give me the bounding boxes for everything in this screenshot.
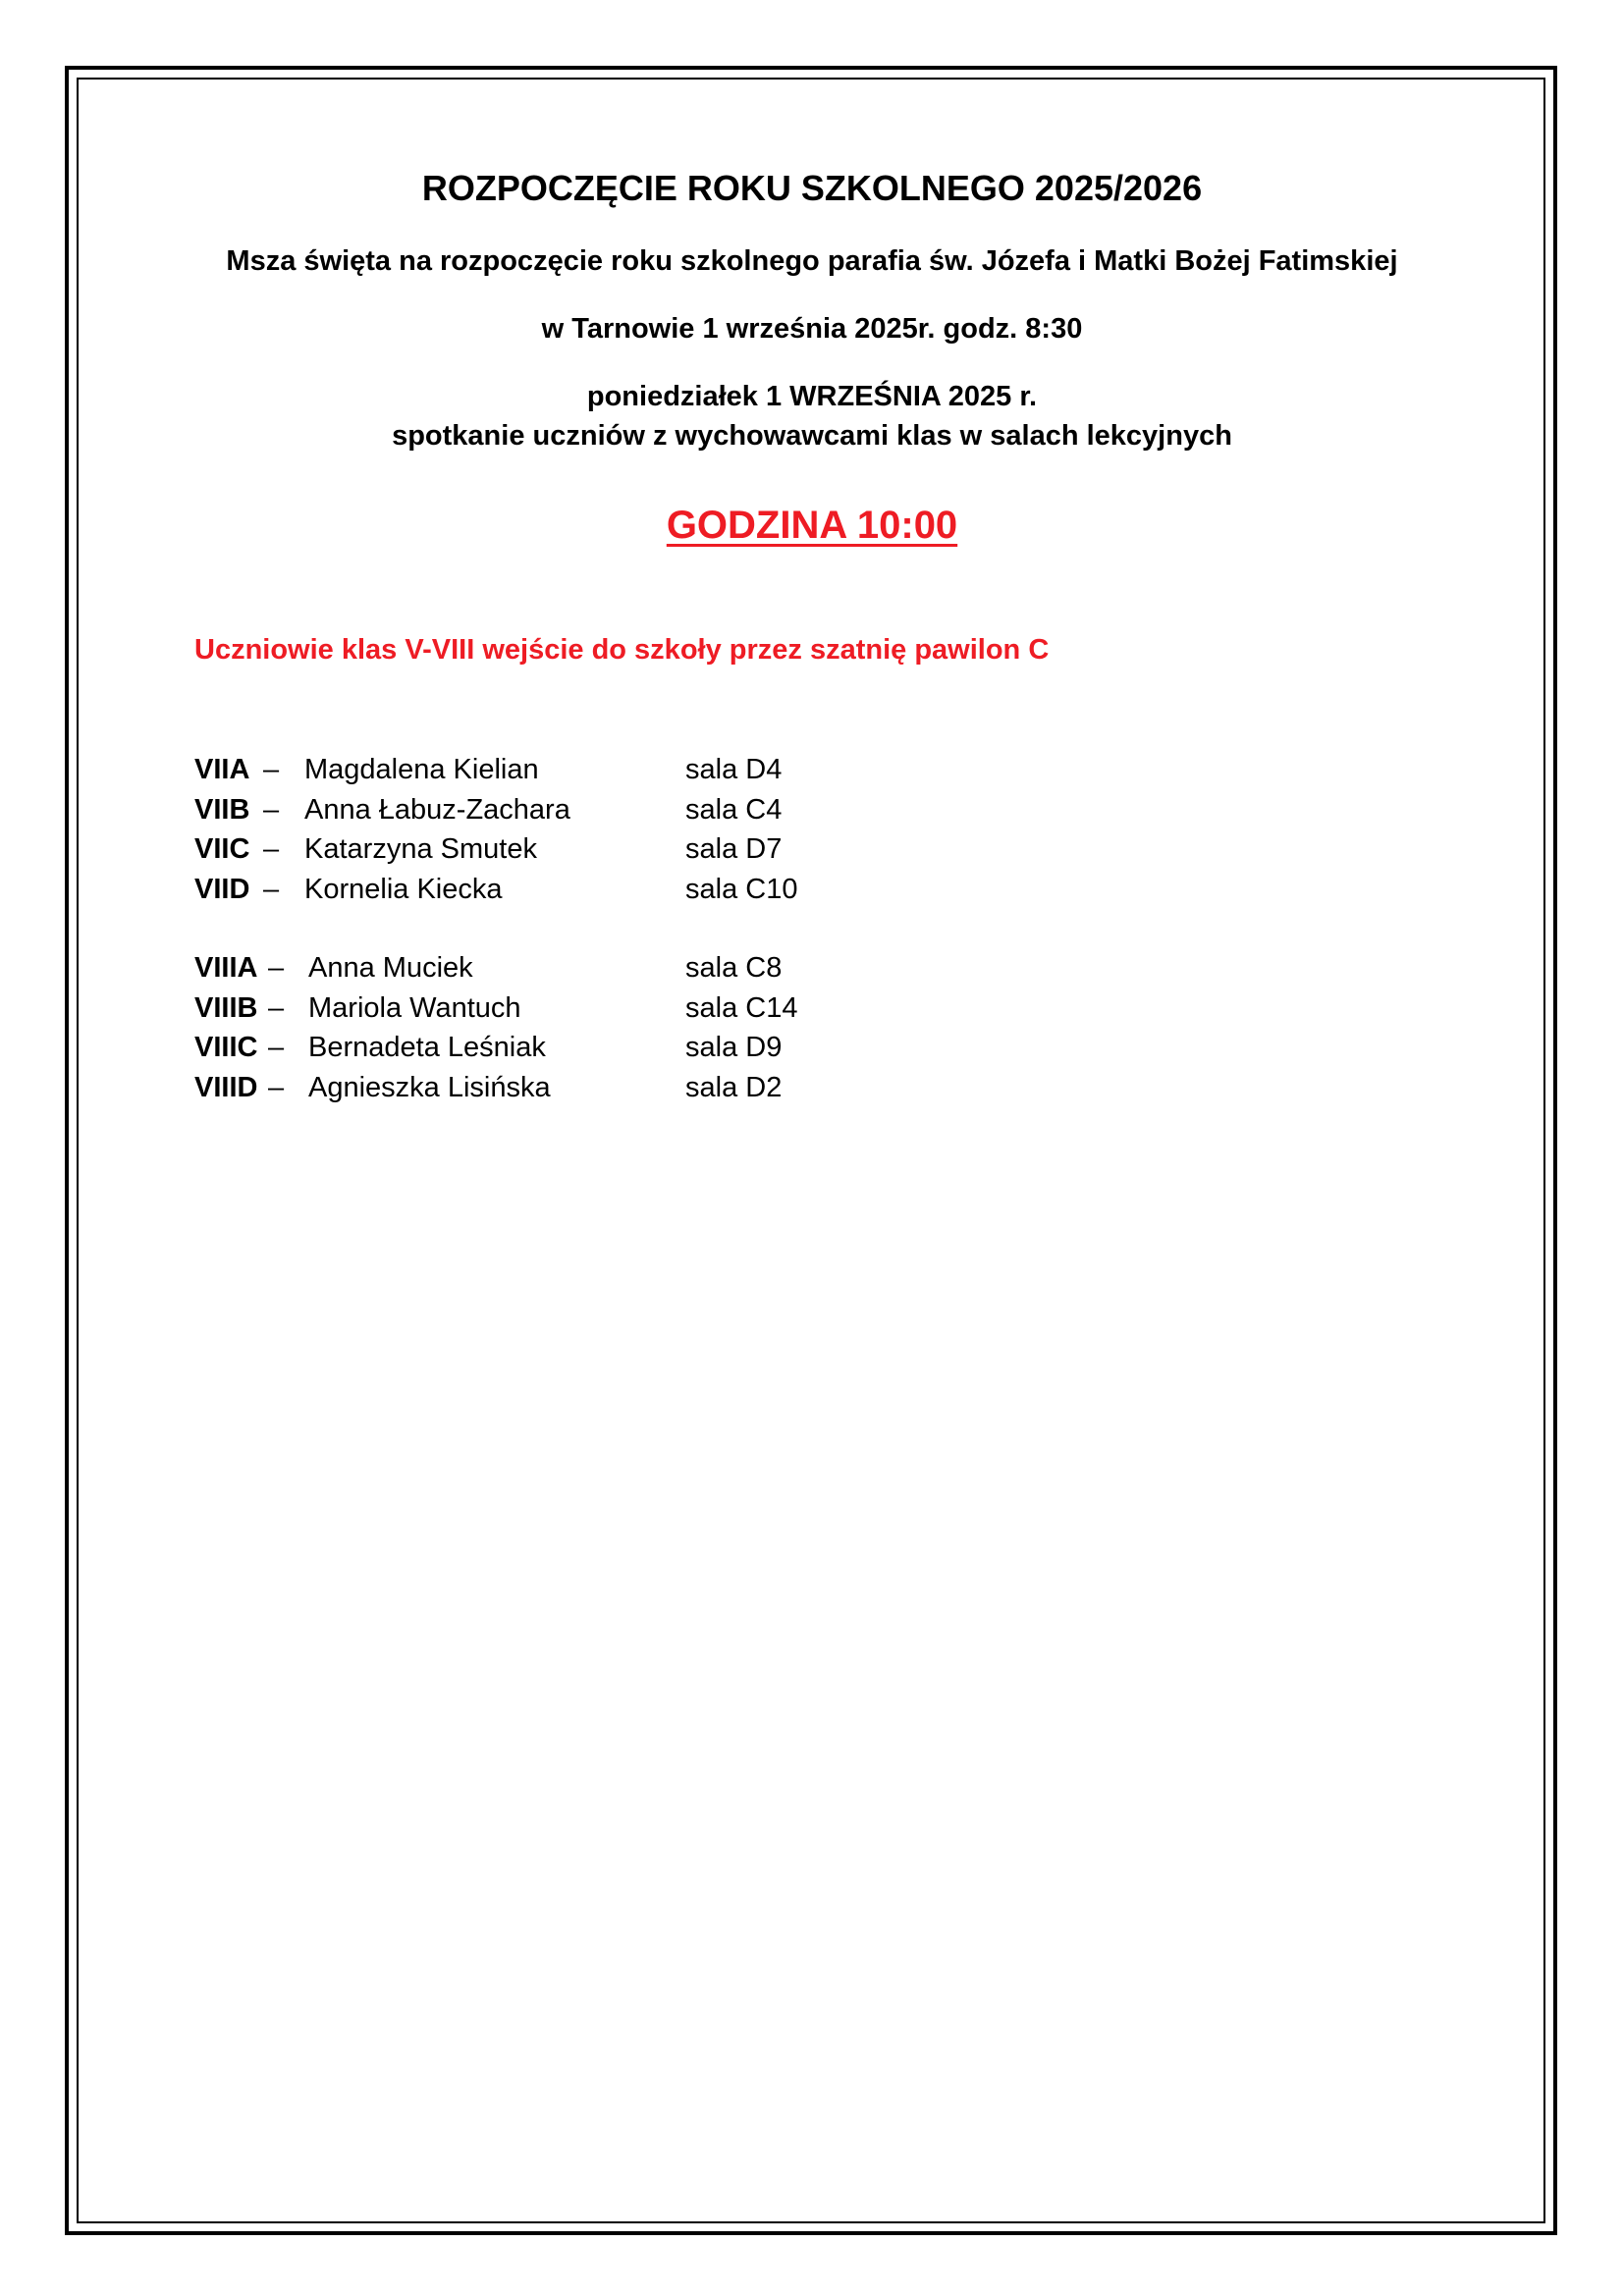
class-row: [194, 1068, 980, 1108]
class-row: [194, 870, 980, 910]
class-row: [194, 790, 980, 830]
separator-dash: –: [263, 833, 280, 865]
class-code: VIIIC: [194, 1032, 258, 1063]
class-7-roster: [194, 750, 980, 909]
class-row: [194, 750, 980, 790]
separator-dash: –: [263, 793, 280, 826]
teacher-name: Anna Muciek: [308, 952, 473, 984]
room-label: sala C14: [685, 991, 798, 1024]
teacher-name: Agnieszka Lisińska: [308, 1071, 551, 1103]
teacher-name: Kornelia Kiecka: [304, 873, 503, 905]
teacher-name: Bernadeta Leśniak: [308, 1032, 546, 1063]
room-label: sala C10: [685, 873, 798, 905]
room-label: sala C8: [685, 952, 783, 984]
class-row: [194, 948, 980, 988]
class-8-roster: [194, 948, 980, 1107]
separator-dash: –: [268, 1071, 285, 1103]
class-row: [194, 1028, 980, 1068]
class-code: VIIB: [194, 793, 250, 826]
class-row: [194, 988, 980, 1029]
room-label: sala D7: [685, 833, 783, 865]
separator-dash: –: [263, 873, 280, 905]
separator-dash: –: [268, 952, 285, 984]
class-code: VIIIA: [194, 952, 258, 984]
teacher-name: Anna Łabuz-Zachara: [304, 793, 570, 826]
class-code: VIIIB: [194, 991, 258, 1024]
separator-dash: –: [263, 754, 280, 785]
teacher-name: Katarzyna Smutek: [304, 833, 537, 865]
room-label: sala C4: [685, 793, 783, 826]
entrance-note: Uczniowie klas V-VIII wejście do szkoły przez szatnię pawilon C: [194, 634, 1050, 666]
class-code: VIID: [194, 873, 250, 905]
meeting-hour: GODZINA 10:00: [666, 504, 958, 547]
mass-time-line: w Tarnowie 1 września 2025r. godz. 8:30: [541, 313, 1083, 345]
class-code: VIIID: [194, 1071, 258, 1103]
teacher-name: Mariola Wantuch: [308, 991, 521, 1024]
meeting-description-line: spotkanie uczniów z wychowawcami klas w salach lekcyjnych: [392, 420, 1232, 452]
mass-info-line: Msza święta na rozpoczęcie roku szkolnego parafia św. Józefa i Matki Bożej Fatimskiej: [226, 245, 1398, 277]
teacher-name: Magdalena Kielian: [304, 754, 539, 785]
class-row: [194, 829, 980, 870]
room-label: sala D4: [685, 754, 783, 785]
separator-dash: –: [268, 1032, 285, 1063]
room-label: sala D2: [685, 1071, 783, 1103]
class-code: VIIC: [194, 833, 250, 865]
room-label: sala D9: [685, 1032, 783, 1063]
class-code: VIIA: [194, 754, 250, 785]
meeting-date-line: poniedziałek 1 WRZEŚNIA 2025 r.: [586, 381, 1038, 412]
separator-dash: –: [268, 991, 285, 1024]
document-title: ROZPOCZĘCIE ROKU SZKOLNEGO 2025/2026: [421, 168, 1203, 208]
